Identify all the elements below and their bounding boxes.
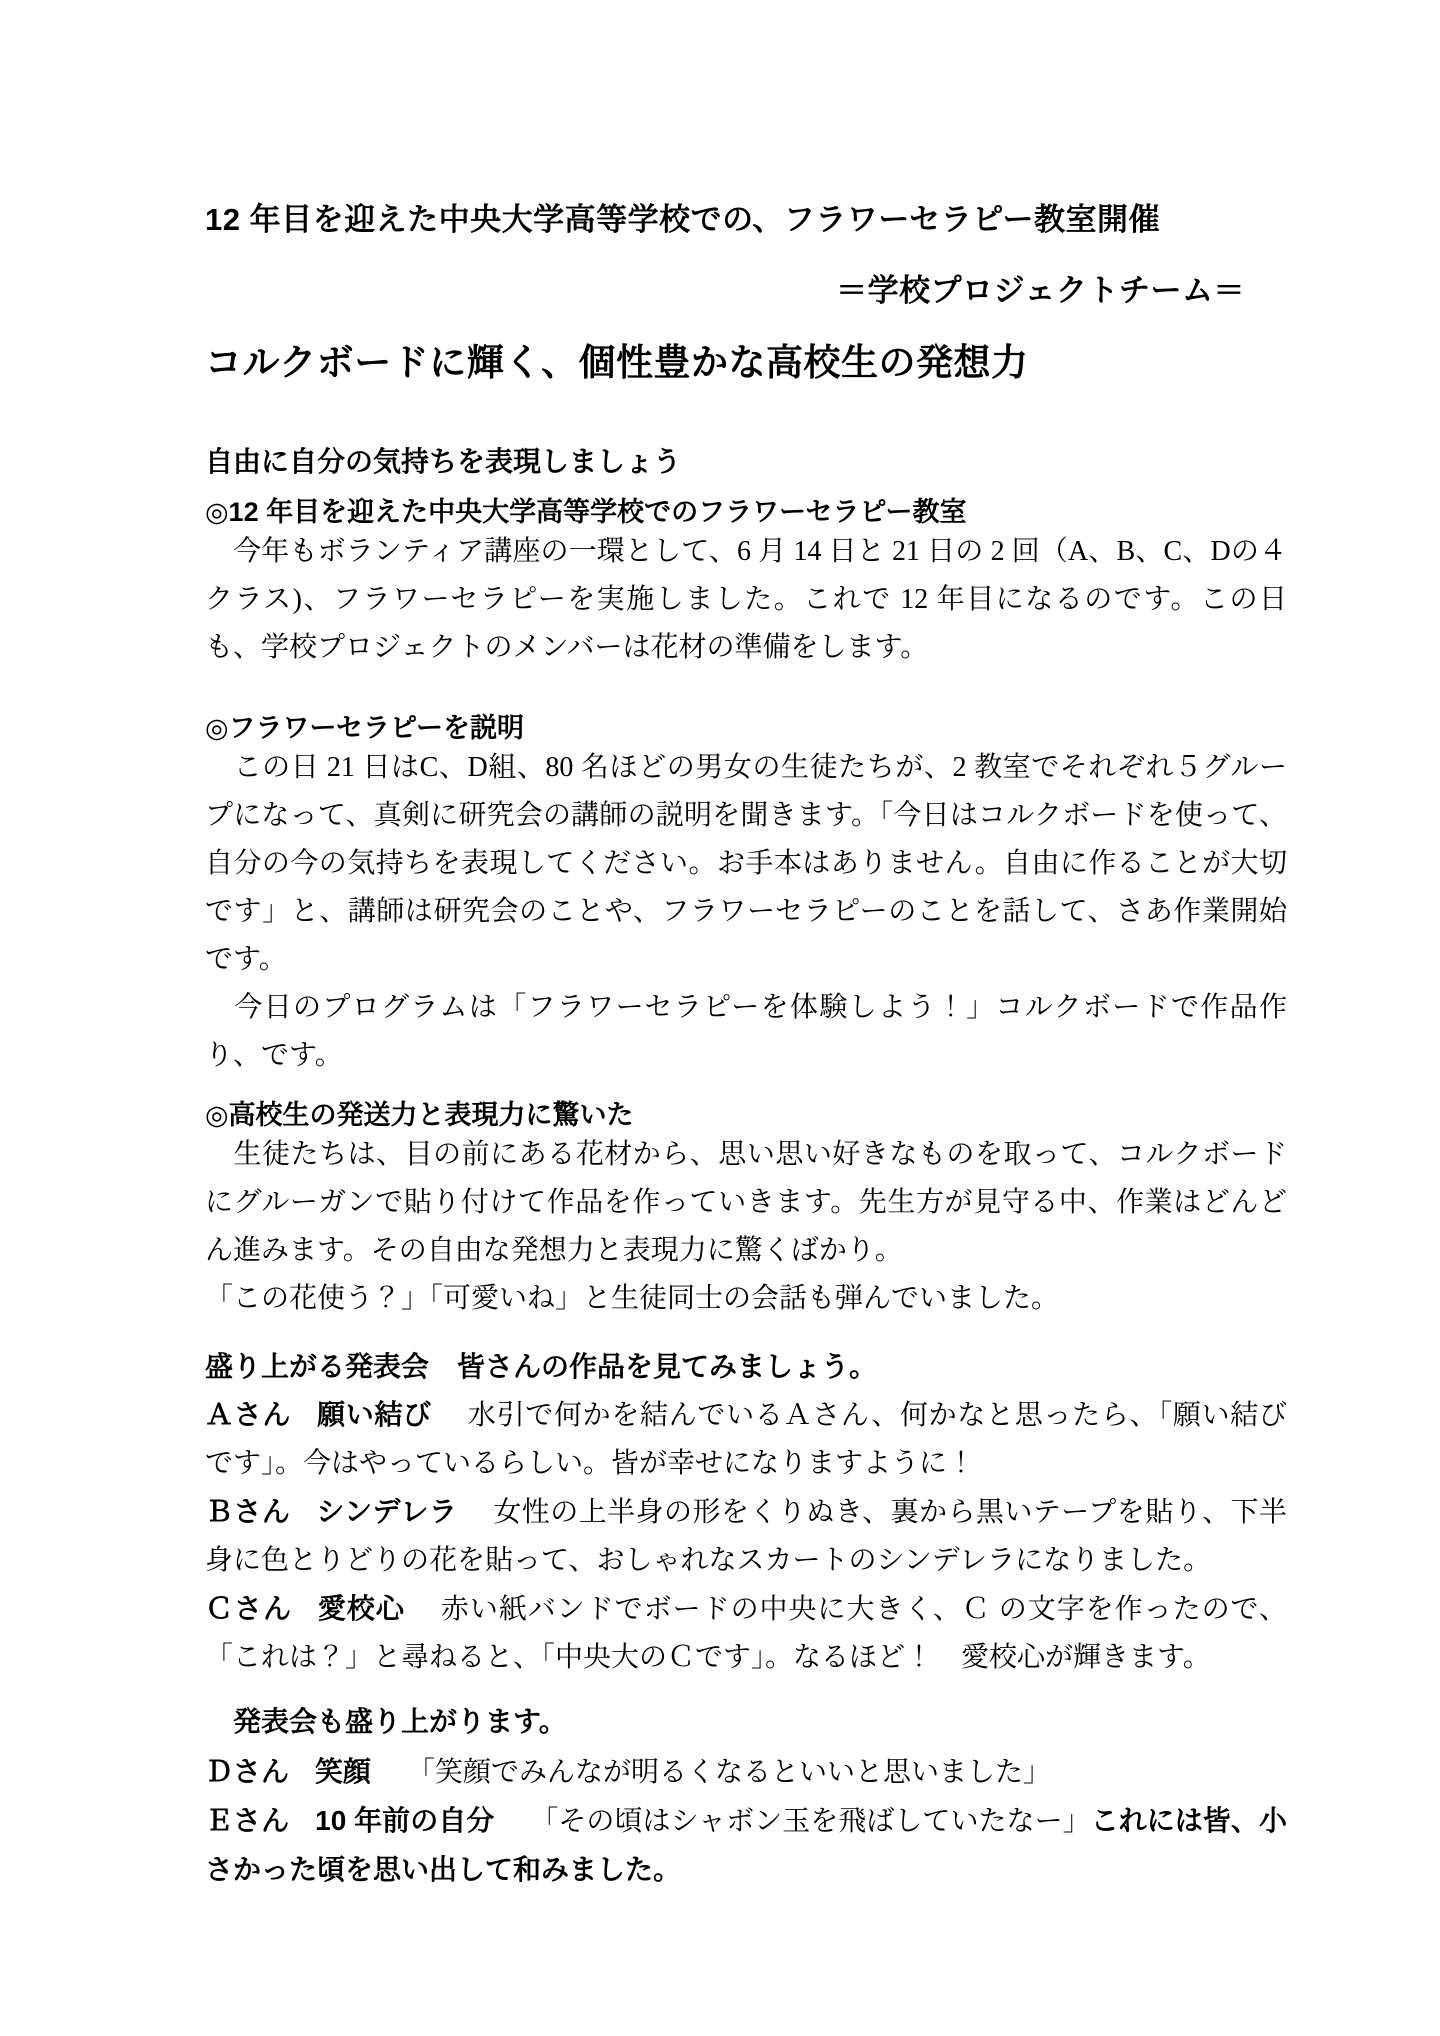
- section-explain-body-1: この日 21 日はC、D組、80 名ほどの男女の生徒たちが、2 教室でそれぞれ５グループになって、真剣に研究会の講師の説明を聞きます。「今日はコルクボードを使って、自分の今の気持ちを表現してください。お手本はありません。自由に作ることが大切です」と、講師は研究会のことや、フラワーセラピーのことを話して、さあ作業開始です。: [205, 752, 1287, 975]
- section-intro-body: 今年もボランティア講座の一環として、6 月 14 日と 21 日の 2 回（A、B、C、Dの４クラス)、フラワーセラピーを実施しました。これで 12 年目になるのです。この日も、学校プロジェクトのメンバーは花材の準備をします。: [205, 536, 1287, 663]
- work-author: Ａさん: [205, 1399, 292, 1430]
- section-explain-heading: ◎フラワーセラピーを説明: [205, 713, 524, 743]
- work-description: 女性の上半身の形をくりぬき、裏から黒いテープを貼り、下半身に色とりどりの花を貼って、おしゃれなスカートのシンデレラになりました。: [205, 1497, 1287, 1576]
- presentation-heading: 盛り上がる発表会 皆さんの作品を見てみましょう。: [205, 1351, 878, 1382]
- work-title: 願い結び: [317, 1399, 432, 1430]
- work-item-b: [205, 1488, 1287, 1585]
- document-subtitle-team: ＝学校プロジェクトチーム＝: [836, 273, 1245, 308]
- work-title: 10 年前の自分: [315, 1805, 495, 1836]
- work-description: 赤い紙バンドでボードの中央に大きく、Ｃ の文字を作ったので、「これは？」と尋ねると、「中央大のＣです」。なるほど！ 愛校心が輝きます。: [205, 1594, 1287, 1673]
- work-title: 笑顔: [315, 1756, 372, 1787]
- work-item-c: [205, 1585, 1287, 1682]
- work-item-e: [205, 1797, 1287, 1895]
- section-surprise-heading: ◎高校生の発送力と表現力に驚いた: [205, 1100, 634, 1130]
- section-intro-heading: ◎12 年目を迎えた中央大学高等学校でのフラワーセラピー教室: [205, 497, 967, 527]
- work-title: 愛校心: [317, 1593, 405, 1624]
- works-list: [205, 1391, 1287, 1682]
- document-headline: コルクボードに輝く、個性豊かな高校生の発想力: [205, 342, 1029, 383]
- section-explain-body-2: 今日のプログラムは「フラワーセラピーを体験しよう！」コルクボードで作品作り、です。: [205, 992, 1287, 1071]
- work-author: Ｃさん: [205, 1593, 292, 1624]
- section-surprise-body-1: 生徒たちは、目の前にある花材から、思い思い好きなものを取って、コルクボードにグルーガンで貼り付けて作品を作っていきます。先生方が見守る中、作業はどんどん進みます。その自由な発想力と表現力に驚くばかり。: [205, 1139, 1287, 1266]
- work-item-d: [205, 1748, 1287, 1797]
- document-content: [205, 203, 1287, 1895]
- work-item-a: [205, 1391, 1287, 1488]
- work-description: 「その頃はシャボン玉を飛ばしていたなー」: [530, 1806, 1091, 1837]
- work-description: 「笑顔でみんなが明るくなるといいと思いました」: [407, 1757, 1052, 1788]
- works-list-2: [205, 1748, 1287, 1895]
- work-title: シンデレラ: [316, 1496, 458, 1527]
- work-description: 水引で何かを結んでいるＡさん、何かなと思ったら、「願い結びです」。今はやっているらしい。皆が幸せになりますように！: [205, 1400, 1287, 1479]
- lead-heading: 自由に自分の気持ちを表現しましょう: [205, 446, 682, 477]
- document-title: 12 年目を迎えた中央大学高等学校での、フラワーセラピー教室開催: [205, 202, 1160, 237]
- presentation2-heading: 発表会も盛り上がります。: [205, 1706, 567, 1737]
- work-author: Ｄさん: [205, 1756, 290, 1787]
- section-surprise-body-2: 「この花使う？」「可愛いね」と生徒同士の会話も弾んでいました。: [205, 1283, 1060, 1314]
- work-note: これには皆、小さかった頃を思い出して和みました。: [205, 1805, 1287, 1885]
- work-author: Ｂさん: [205, 1496, 291, 1527]
- work-author: Ｅさん: [205, 1805, 290, 1836]
